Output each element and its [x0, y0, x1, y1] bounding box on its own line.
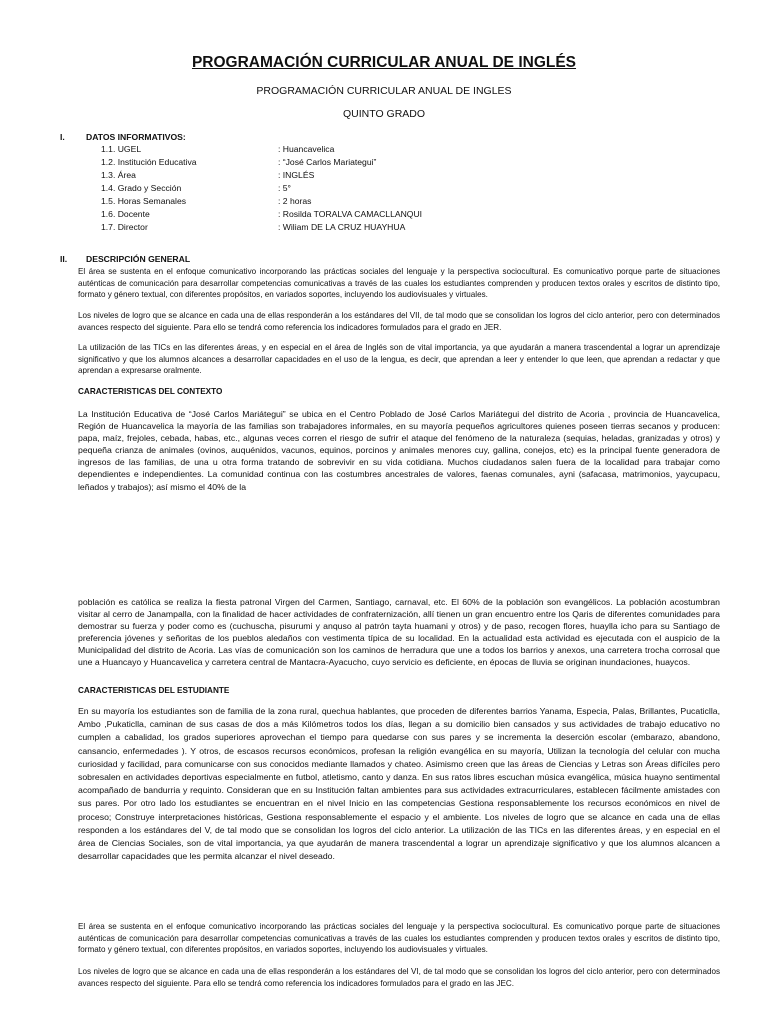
info-row-ugel: [101, 144, 461, 156]
info-row-docente: [101, 209, 461, 221]
info-value: : Wiliam DE LA CRUZ HUAYHUA: [278, 222, 406, 232]
document-subtitle: PROGRAMACIÓN CURRICULAR ANUAL DE INGLES: [256, 85, 512, 97]
info-value: : “José Carlos Mariategui”: [278, 157, 377, 167]
info-value: : 2 horas: [278, 196, 312, 206]
info-row-director: [101, 222, 461, 234]
info-value: : INGLÉS: [278, 170, 315, 180]
document-title: PROGRAMACIÓN CURRICULAR ANUAL DE INGLÉS: [191, 54, 577, 71]
student-heading: CARACTERISTICAS DEL ESTUDIANTE: [78, 686, 230, 695]
grade-label: QUINTO GRADO: [342, 108, 426, 120]
section-1-title: DATOS INFORMATIVOS:: [86, 132, 186, 142]
paragraph-enfoque-repeat: El área se sustenta en el enfoque comunicativo incorporando las prácticas sociales del lenguaje y la perspectiva sociocultural. Es comunicativo porque parte de situaciones auténticas de comunicación para desarrollar competencias comunicativas a través de las cuales los estudiantes comprenden y producen textos orales y escritos de distinto tipo, formato y género textual, con diferentes propósitos, en variados soportes, incluyendo los audiovisuales y virtuales.: [78, 922, 720, 955]
info-row-grado: [101, 183, 461, 195]
paragraph-niveles-logro-repeat: Los niveles de logro que se alcance en cada una de ellas responderán a los estándares del VI, de tal modo que se consolidan los logros del ciclo anterior, pero con determinados avances respecto del siguiente. Para ello se tendrá como referencia los indicadores formulados para el grado en las JEC.: [78, 967, 720, 988]
info-row-area: [101, 170, 461, 182]
section-2-title: DESCRIPCIÓN GENERAL: [86, 254, 191, 264]
info-row-horas: [101, 196, 461, 208]
info-label: 1.6. Docente: [101, 209, 150, 219]
info-label: 1.5. Horas Semanales: [101, 196, 187, 206]
info-value: : 5°: [278, 183, 291, 193]
info-label: 1.1. UGEL: [101, 144, 142, 154]
context-heading: CARACTERISTICAS DEL CONTEXTO: [78, 387, 223, 396]
paragraph-student: En su mayoría los estudiantes son de familia de la zona rural, quechua hablantes, que proceden de diferentes barrios Yanama, Especia, Palas, Brillantes, Pucaticlla, Ambo ,Pukaticlla, caminan de sus casas de dos a más Kilómetros todos los días, llegan a su domicilio bien cansados y sus actividades de trabajo educativo no cumplen a cabalidad, los grados superiores aprovechan el tiempo para quedarse con sus pares y se incrementa la deserción escolar (embarazo, abandono, cansancio, enfermedades ). Y otros, de escasos recursos económicos, profesan la religión evangélica en su mayoría, Utilizan la tecnología del celular con mucha curiosidad y facilidad, para comunicarse con sus conocidos mediante llamados y chateo. Asimismo creen que las áreas de Ciencias y Letras son Áreas difíciles pero sobresalen en actividades deportivas especialmente en futbol, atletismo, canto y danza. En sus ratos libres escuchan música evangélica, música huayno sentimental acompañado de bandurria y requinto. Consideran que en su Institución faltan ambientes para sus actividades extracurriculares, establecen fácilmente amistades con sus pares. Por otro lado los estudiantes se encuentran en el nivel Inicio en las competencias Gestiona responsablemente los recursos económicos en nivel de proceso; Construye interpretaciones históricas, Gestiona responsablemente el espacio y el ambiente. Los niveles de logro que se alcance en cada una de ellas responden a los estándares del V, de tal modo que se consolidan los logros del ciclo anterior. La utilización de las TICs en las diferentes áreas, y en especial en el área de Ciencias Sociales, son de vital importancia, ya que ayudarán de manera trascendental a lograr un aprendizaje significativo y que los alumnos alcancen a desarrollar capacidades que les permita alcanzar el nivel deseado.: [78, 706, 720, 862]
paragraph-context-2: población es católica se realiza la fiesta patronal Virgen del Carmen, Santiago, carnaval, etc. El 60% de la población son evangélicos. La población acostumbran visitar al cerro de Janampalla, con la finalidad de hacer actividades de confraternización, allí tienen un gran encuentro entre los Qaris de diferentes comunidades para demostrar su fuerza y poder como es (cuchuscha, pisurumi y anquso al patrón tayta huamani y otros) y de paso, recogen flores, huaylla icho para su Santiago de preferencia jóvenes y señoritas de los pueblos aledaños con vestimenta típica de su localidad. En la actualidad esta actividad es ejecutada con el auspicio de la Municipalidad del distrito de Acoria. Las vías de comunicación son los caminos de herradura que une a todos los barrios y anexos, una carretera trocha corrosal que une a Huancayo y Huancavelica y carretera central de Mantacra-Ayacucho, cuyo servicio es deficiente, en épocas de lluvia se originan inundaciones, huaycos.: [78, 597, 720, 668]
paragraph-enfoque: El área se sustenta en el enfoque comunicativo incorporando las prácticas sociales del lenguaje y la perspectiva sociocultural. Es comunicativo porque parte de situaciones auténticas de comunicación para desarrollar competencias comunicativas a través de las cuales los estudiantes comprenden y producen textos orales y escritos de distinto tipo, formato y género textual, con diferentes propósitos, en variados soportes, incluyendo los audiovisuales y virtuales.: [78, 267, 720, 300]
section-1-number: I.: [60, 132, 65, 142]
info-value: : Huancavelica: [278, 144, 335, 154]
info-label: 1.2. Institución Educativa: [101, 157, 197, 167]
info-label: 1.7. Director: [101, 222, 148, 232]
info-label: 1.4. Grado y Sección: [101, 183, 182, 193]
paragraph-tics: La utilización de las TICs en las diferentes áreas, y en especial en el área de Inglés son de vital importancia, ya que ayudarán a manera trascendental a lograr un aprendizaje significativo y que los alumnos alcances a desarrollar capacidades en el uso de la lengua, es decir, que aprendan a leer y entender lo que leen, que aprendan a redactar y que aprendan a expresarse oralmente.: [78, 343, 720, 376]
info-value: : Rosilda TORALVA CAMACLLANQUI: [278, 209, 423, 219]
paragraph-context-1: La Institución Educativa de “José Carlos Mariátegui” se ubica en el Centro Poblado de José Carlos Mariátegui del distrito de Acoria , provincia de Huancavelica, Región de Huancavelica la mayoría de las familias son trabajadores informales, en su mayoría pequeños agricultores quienes poseen tierras secanos y producen: papa, maíz, frejoles, cebada, habas, etc., algunas veces corren el riesgo de sufrir el ataque del fenómeno de la naturaleza (sequias, heladas, granizadas y otros) y pequeña crianza de animales (ovinos, auquénidos, vacunos, equinos, porcinos y animales menores cuy, gallina, conejos, etc) es la principal fuente generadora de ingresos de las familias, de una u otra forma tratando de sobrevivir en su vida cotidiana. Muchos ciudadanos salen fuera de la localidad para trabajar como dependientes e independientes. La comunidad continua con las costumbres ancestrales de valores, faenas comunales, ayni (safacasa, matrimonios, yaycupacu, leñados y trabajos); así mismo el 40% de la: [78, 409, 720, 492]
info-label: 1.3. Área: [101, 170, 136, 180]
section-2-number: II.: [60, 254, 68, 264]
info-row-institucion: [101, 157, 461, 169]
paragraph-niveles-logro: Los niveles de logro que se alcance en cada una de ellas responderán a los estándares del VII, de tal modo que se consolidan los logros del ciclo anterior, pero con determinados avances respecto del siguiente. Para ello se tendrá como referencia los indicadores formulados para el grado en JER.: [78, 311, 720, 332]
